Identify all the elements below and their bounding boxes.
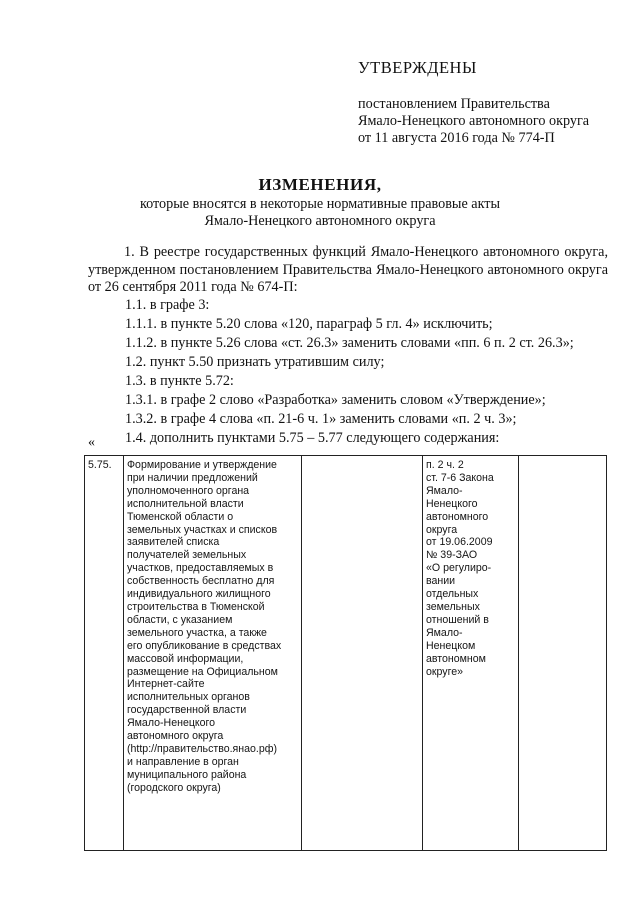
- legal-basis-line: ст. 7-6 Закона: [426, 471, 494, 484]
- legal-basis-cell: [423, 456, 519, 851]
- list-item: 1.4. дополнить пунктами 5.75 – 5.77 следующего содержания:: [125, 430, 500, 446]
- legal-basis-line: Ямало-: [426, 626, 463, 639]
- function-name-line: Интернет-сайте: [127, 678, 205, 691]
- changes-table: [84, 455, 607, 851]
- function-name-line: Тюменской области о: [127, 510, 234, 523]
- approval-block: [358, 58, 618, 147]
- function-name-line: его опубликование в средствах: [127, 639, 282, 652]
- legal-basis-line: п. 2 ч. 2: [426, 459, 464, 471]
- function-name-line: индивидуального жилищного: [127, 588, 271, 601]
- function-name-line: автономного округа: [127, 730, 224, 743]
- list-item: 1.1.1. в пункте 5.20 слова «120, параграф 5 гл. 4» исключить;: [125, 316, 493, 332]
- function-name-line: уполномоченного органа: [127, 484, 250, 497]
- approval-line: Ямало-Ненецкого автономного округа: [358, 113, 590, 129]
- function-name-line: собственность бесплатно для: [127, 575, 275, 588]
- legal-basis-line: округа: [426, 523, 458, 536]
- legal-basis-line: от 19.06.2009: [426, 536, 493, 549]
- legal-basis-line: вании: [426, 575, 456, 588]
- function-name-line: области, с указанием: [127, 613, 233, 626]
- list-item: 1.1. в графе 3:: [125, 297, 210, 313]
- approval-line: постановлением Правительства: [358, 96, 550, 112]
- function-name-line: и направление в орган: [127, 755, 239, 768]
- legal-basis-line: отношений в: [426, 613, 489, 626]
- legal-basis-line: Ямало-: [426, 484, 463, 497]
- function-name-line: государственной власти: [127, 704, 247, 717]
- function-name-line: Ямало-Ненецкого: [127, 717, 216, 730]
- function-name-line: массовой информации,: [127, 652, 244, 665]
- list-item: 1.1.2. в пункте 5.26 слова «ст. 26.3» заменить словами «пп. 6 п. 2 ст. 26.3»;: [125, 335, 574, 351]
- function-name-line: муниципального района: [127, 768, 247, 781]
- legal-basis-line: Ненецкого: [426, 497, 478, 510]
- legal-basis-line: автономном: [426, 652, 486, 665]
- approval-line: от 11 августа 2016 года № 774-П: [358, 130, 555, 146]
- function-name-line: (городского округа): [127, 781, 221, 794]
- approval-title: УТВЕРЖДЕНЫ: [358, 58, 477, 77]
- function-name-line: размещение на Официальном: [127, 665, 278, 678]
- list-item: 1.3. в пункте 5.72:: [125, 373, 234, 389]
- heading-subtitle-line: которые вносятся в некоторые нормативные правовые акты: [139, 196, 501, 212]
- row-number-cell: [85, 456, 124, 851]
- function-name-line: при наличии предложений: [127, 471, 258, 484]
- paragraph-1: 1. В реестре государственных функций Ямало-Ненецкого автономного округа, утвержденном постановлением Правительства Ямало-Ненецкого автономного округа от 26 сентября 2011 года № 674-П:: [88, 244, 608, 295]
- legal-basis-line: отдельных: [426, 588, 479, 601]
- function-name-line: Формирование и утверждение: [127, 459, 277, 471]
- function-name-line: исполнительной власти: [127, 497, 244, 510]
- table-row: [85, 456, 607, 851]
- legal-basis-line: округе»: [426, 665, 464, 678]
- function-name-line: исполнительных органов: [127, 691, 250, 704]
- function-name-line: заявителей списка: [127, 536, 220, 549]
- row-number: 5.75.: [88, 459, 112, 471]
- list-item: 1.3.1. в графе 2 слово «Разработка» заменить словом «Утверждение»;: [125, 392, 546, 408]
- legal-basis-line: автономного: [426, 510, 489, 523]
- function-name-line: земельного участка, а также: [127, 626, 267, 639]
- function-name-cell: [124, 456, 302, 851]
- legal-basis-line: Ненецком: [426, 639, 476, 652]
- function-name-line: участков, предоставляемых в: [127, 562, 274, 575]
- function-name-line: земельных участках и списков: [127, 523, 278, 536]
- legal-basis-line: земельных: [426, 600, 480, 613]
- opening-quote-mark: «: [88, 435, 95, 450]
- list-item: 1.2. пункт 5.50 признать утратившим силу;: [125, 354, 385, 370]
- function-name-line: получателей земельных: [127, 549, 247, 562]
- function-name-line: (http://правительство.янао.рф): [127, 742, 278, 755]
- heading-subtitle-line: Ямало-Ненецкого автономного округа: [204, 213, 436, 229]
- legal-basis-line: «О регулиро-: [426, 562, 492, 575]
- document-heading: [0, 174, 640, 230]
- function-name-line: строительства в Тюменской: [127, 600, 265, 613]
- heading-title: ИЗМЕНЕНИЯ,: [258, 175, 382, 194]
- list-item: 1.3.2. в графе 4 слова «п. 21-6 ч. 1» заменить словами «п. 2 ч. 3»;: [125, 411, 517, 427]
- empty-cell: [519, 456, 607, 851]
- empty-cell: [302, 456, 423, 851]
- legal-basis-line: № 39-ЗАО: [426, 549, 478, 562]
